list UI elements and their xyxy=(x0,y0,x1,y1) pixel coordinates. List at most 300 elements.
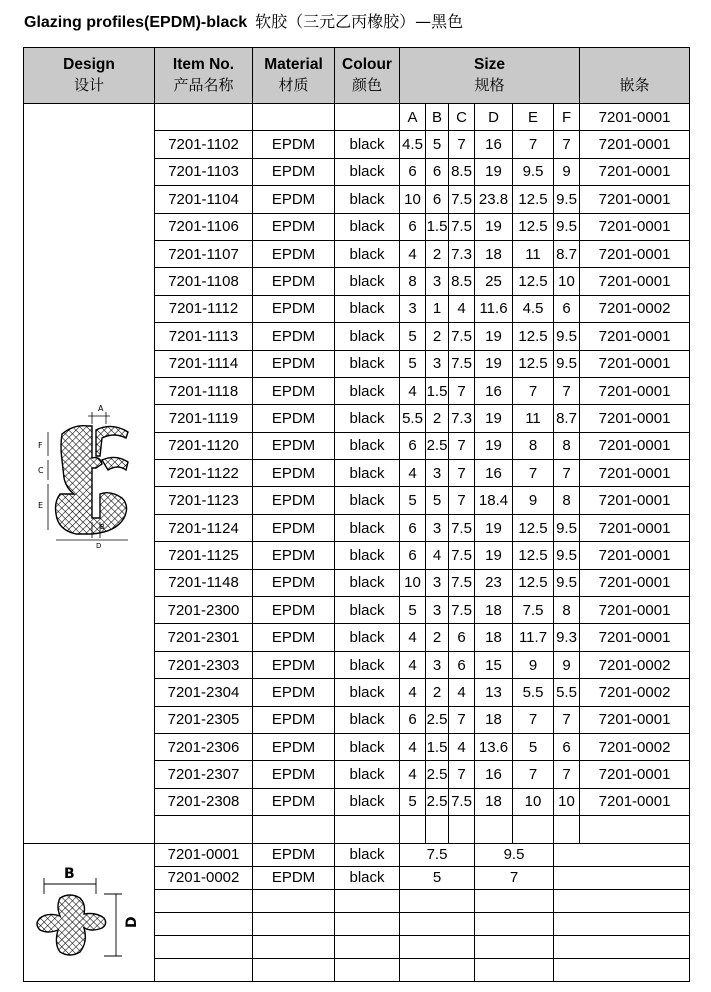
cell-material: EPDM xyxy=(253,350,335,377)
dim-label-a: A xyxy=(98,404,104,414)
cell-item: 7201-1112 xyxy=(155,295,253,322)
cell-item: 7201-1119 xyxy=(155,405,253,432)
cell-insert: 7201-0001 xyxy=(580,432,690,459)
cell-item: 7201-2308 xyxy=(155,788,253,815)
cell-a: 5 xyxy=(400,487,426,514)
profile-body xyxy=(56,426,127,534)
cell-d: 19 xyxy=(475,405,513,432)
cell-material: EPDM xyxy=(253,158,335,185)
cell-material: EPDM xyxy=(253,377,335,404)
cell-item: 7201-1125 xyxy=(155,542,253,569)
blank-cell xyxy=(253,816,335,843)
cell-a: 10 xyxy=(400,569,426,596)
cell-insert: 7201-0001 xyxy=(580,706,690,733)
blank-cell xyxy=(335,104,400,131)
cell-e: 12.5 xyxy=(513,268,554,295)
cell-f: 8.7 xyxy=(554,240,580,267)
cell-insert: 7201-0001 xyxy=(580,213,690,240)
cell-colour: black xyxy=(335,514,400,541)
cell-a: 4 xyxy=(400,679,426,706)
cell-b: 5 xyxy=(426,487,449,514)
cell-insert: 7201-0001 xyxy=(580,268,690,295)
blank-cell xyxy=(554,912,690,935)
cell-item: 7201-2304 xyxy=(155,679,253,706)
cell-f: 9.5 xyxy=(554,186,580,213)
blank-cell xyxy=(253,958,335,981)
cell-material: EPDM xyxy=(253,405,335,432)
cell-item: 7201-1102 xyxy=(155,131,253,158)
cell-e: 11 xyxy=(513,240,554,267)
cell-item: 7201-2305 xyxy=(155,706,253,733)
cell-b: 2.5 xyxy=(426,788,449,815)
cell-e: 7 xyxy=(513,377,554,404)
blank-cell xyxy=(475,912,554,935)
cell-f: 7 xyxy=(554,761,580,788)
cell-f: 6 xyxy=(554,295,580,322)
cell-c: 7.5 xyxy=(449,597,475,624)
profile-lip-mid xyxy=(102,458,128,471)
cell-e: 7 xyxy=(513,761,554,788)
cell-e: 9 xyxy=(513,651,554,678)
cell-colour: black xyxy=(335,213,400,240)
cell-item: 7201-0002 xyxy=(155,866,253,889)
cell-item: 7201-2306 xyxy=(155,733,253,760)
cell-a: 5.5 xyxy=(400,405,426,432)
cell-c: 7.5 xyxy=(449,542,475,569)
cell-colour: black xyxy=(335,350,400,377)
cell-item: 7201-2300 xyxy=(155,597,253,624)
cell-d: 18 xyxy=(475,240,513,267)
cell-c: 7 xyxy=(449,131,475,158)
cell-item: 7201-1118 xyxy=(155,377,253,404)
cell-b: 3 xyxy=(426,460,449,487)
cell-colour: black xyxy=(335,487,400,514)
header-material: Material 材质 xyxy=(253,48,335,104)
cell-a: 4 xyxy=(400,460,426,487)
cell-item: 7201-2307 xyxy=(155,761,253,788)
cell-insert: 7201-0001 xyxy=(580,514,690,541)
cell-b: 3 xyxy=(426,569,449,596)
cell-insert: 7201-0001 xyxy=(580,158,690,185)
cell-colour: black xyxy=(335,158,400,185)
cell-colour: black xyxy=(335,186,400,213)
size-label-insert: 7201-0001 xyxy=(580,104,690,131)
cell-insert: 7201-0001 xyxy=(580,377,690,404)
cell-e: 11.7 xyxy=(513,624,554,651)
cell-item: 7201-1103 xyxy=(155,158,253,185)
spec-table xyxy=(23,47,690,982)
cell-item: 7201-1106 xyxy=(155,213,253,240)
cell-insert: 7201-0001 xyxy=(580,240,690,267)
cell-c: 7.5 xyxy=(449,213,475,240)
blank-cell xyxy=(155,958,253,981)
cell-colour: black xyxy=(335,131,400,158)
blank-cell xyxy=(475,958,554,981)
cell-insert: 7201-0001 xyxy=(580,597,690,624)
cell-d: 19 xyxy=(475,350,513,377)
cell-material: EPDM xyxy=(253,323,335,350)
cell-f: 9.5 xyxy=(554,569,580,596)
cell-f: 9 xyxy=(554,158,580,185)
cell-material: EPDM xyxy=(253,866,335,889)
cell-a: 6 xyxy=(400,542,426,569)
cell-f: 9.3 xyxy=(554,624,580,651)
cell-b: 2 xyxy=(426,240,449,267)
cell-insert: 7201-0001 xyxy=(580,569,690,596)
cell-a: 4 xyxy=(400,624,426,651)
cell-colour: black xyxy=(335,460,400,487)
cell-b: 2.5 xyxy=(426,432,449,459)
cell-f: 8 xyxy=(554,487,580,514)
cell-colour: black xyxy=(335,843,400,866)
glazing-profile-diagram xyxy=(30,398,148,548)
cell-colour: black xyxy=(335,569,400,596)
cell-d: 18 xyxy=(475,597,513,624)
cell-item: 7201-1113 xyxy=(155,323,253,350)
cell-item: 7201-1104 xyxy=(155,186,253,213)
blank-cell xyxy=(155,816,253,843)
cell-material: EPDM xyxy=(253,186,335,213)
page-title xyxy=(24,9,463,32)
size-label-a: A xyxy=(400,104,426,131)
cell-e: 5.5 xyxy=(513,679,554,706)
cell-colour: black xyxy=(335,761,400,788)
cell-f: 10 xyxy=(554,268,580,295)
cell-b: 2 xyxy=(426,679,449,706)
dim-label-f: F xyxy=(38,441,43,451)
cell-insert: 7201-0002 xyxy=(580,295,690,322)
cell-material: EPDM xyxy=(253,679,335,706)
cell-b: 3 xyxy=(426,651,449,678)
cell-b: 1.5 xyxy=(426,377,449,404)
cell-b: 1.5 xyxy=(426,733,449,760)
cell-c: 4 xyxy=(449,733,475,760)
size-label-b: B xyxy=(426,104,449,131)
blank-cell xyxy=(400,816,426,843)
cell-material: EPDM xyxy=(253,213,335,240)
cell-e: 10 xyxy=(513,788,554,815)
blank-cell xyxy=(253,935,335,958)
cell-f: 10 xyxy=(554,788,580,815)
header-insert: 嵌条 xyxy=(580,48,690,104)
blank-cell xyxy=(400,889,475,912)
cell-d: 19 xyxy=(475,514,513,541)
cell-f: 9.5 xyxy=(554,350,580,377)
cell-c: 7 xyxy=(449,761,475,788)
blank-cell xyxy=(400,912,475,935)
header-design: Design 设计 xyxy=(24,48,155,104)
blank-cell xyxy=(475,889,554,912)
cell-item: 7201-1124 xyxy=(155,514,253,541)
cell-b: 3 xyxy=(426,514,449,541)
cell-e: 4.5 xyxy=(513,295,554,322)
blank-cell xyxy=(155,935,253,958)
cell-b: 2.5 xyxy=(426,706,449,733)
cell-material: EPDM xyxy=(253,542,335,569)
insert-body xyxy=(37,895,106,955)
cell-a: 5 xyxy=(400,788,426,815)
cell-b: 3 xyxy=(426,350,449,377)
blank-cell xyxy=(580,816,690,843)
cell-colour: black xyxy=(335,679,400,706)
cell-f: 8.7 xyxy=(554,405,580,432)
cell-colour: black xyxy=(335,268,400,295)
cell-f: 7 xyxy=(554,131,580,158)
cell-a: 6 xyxy=(400,514,426,541)
cell-d: 19 xyxy=(475,213,513,240)
cell-c: 7 xyxy=(449,706,475,733)
cell-b: 2 xyxy=(426,624,449,651)
cell-colour: black xyxy=(335,866,400,889)
cell-f: 7 xyxy=(554,460,580,487)
header-size: Size 规格 xyxy=(400,48,580,104)
size-label-row xyxy=(24,104,690,131)
cell-f: 8 xyxy=(554,432,580,459)
cell-material: EPDM xyxy=(253,131,335,158)
insert-dim-label-b: B xyxy=(64,866,75,883)
cell-colour: black xyxy=(335,295,400,322)
cell-material: EPDM xyxy=(253,514,335,541)
cell-material: EPDM xyxy=(253,597,335,624)
cell-b: 2 xyxy=(426,323,449,350)
cell-d: 15 xyxy=(475,651,513,678)
cell-item: 7201-2301 xyxy=(155,624,253,651)
cell-material: EPDM xyxy=(253,487,335,514)
cell-colour: black xyxy=(335,432,400,459)
insert-row xyxy=(24,843,690,866)
cell-c: 7.5 xyxy=(449,186,475,213)
cell-f: 7 xyxy=(554,377,580,404)
cell-c: 7.5 xyxy=(449,788,475,815)
cell-insert: 7201-0002 xyxy=(580,679,690,706)
cell-e: 7 xyxy=(513,131,554,158)
cell-b: 5 xyxy=(426,131,449,158)
blank-cell xyxy=(426,816,449,843)
blank-cell xyxy=(253,889,335,912)
cell-item: 7201-1122 xyxy=(155,460,253,487)
cell-c: 7 xyxy=(449,460,475,487)
cell-e: 12.5 xyxy=(513,213,554,240)
cell-colour: black xyxy=(335,377,400,404)
cell-a: 6 xyxy=(400,213,426,240)
cell-d: 19 xyxy=(475,323,513,350)
header-item-no: Item No. 产品名称 xyxy=(155,48,253,104)
blank-cell xyxy=(400,935,475,958)
cell-a: 10 xyxy=(400,186,426,213)
cell-f: 9.5 xyxy=(554,542,580,569)
title-en: Glazing profiles(EPDM)-black xyxy=(24,14,248,31)
cell-d: 13.6 xyxy=(475,733,513,760)
cell-c: 4 xyxy=(449,295,475,322)
cell-a: 5 xyxy=(400,350,426,377)
cell-colour: black xyxy=(335,788,400,815)
size-label-e: E xyxy=(513,104,554,131)
cell-insert: 7201-0002 xyxy=(580,651,690,678)
cell-material: EPDM xyxy=(253,240,335,267)
cell-c: 7 xyxy=(449,377,475,404)
cell-item: 7201-1148 xyxy=(155,569,253,596)
cell-a: 4 xyxy=(400,733,426,760)
blank-cell xyxy=(554,843,690,866)
cell-material: EPDM xyxy=(253,460,335,487)
cell-a: 8 xyxy=(400,268,426,295)
blank-cell xyxy=(335,912,400,935)
profile-lip-top xyxy=(96,427,128,457)
cell-colour: black xyxy=(335,651,400,678)
cell-item: 7201-1114 xyxy=(155,350,253,377)
cell-e: 12.5 xyxy=(513,186,554,213)
cell-e: 9 xyxy=(513,487,554,514)
cell-insert: 7201-0002 xyxy=(580,733,690,760)
blank-cell xyxy=(335,816,400,843)
cell-colour: black xyxy=(335,240,400,267)
cell-b: 7.5 xyxy=(400,843,475,866)
cell-c: 4 xyxy=(449,679,475,706)
blank-cell xyxy=(554,935,690,958)
cell-b: 6 xyxy=(426,186,449,213)
cell-c: 8.5 xyxy=(449,268,475,295)
blank-cell xyxy=(554,816,580,843)
cell-e: 12.5 xyxy=(513,350,554,377)
cell-colour: black xyxy=(335,323,400,350)
cell-d: 19 xyxy=(475,432,513,459)
blank-cell xyxy=(475,816,513,843)
cell-insert: 7201-0001 xyxy=(580,186,690,213)
cell-colour: black xyxy=(335,624,400,651)
header-colour: Colour 颜色 xyxy=(335,48,400,104)
cell-d: 18 xyxy=(475,624,513,651)
cell-b: 4 xyxy=(426,542,449,569)
cell-f: 5.5 xyxy=(554,679,580,706)
blank-cell xyxy=(554,889,690,912)
cell-material: EPDM xyxy=(253,788,335,815)
cell-material: EPDM xyxy=(253,733,335,760)
cell-colour: black xyxy=(335,405,400,432)
blank-cell xyxy=(155,104,253,131)
cell-f: 8 xyxy=(554,597,580,624)
cell-item: 7201-2303 xyxy=(155,651,253,678)
dim-label-c: C xyxy=(38,466,44,476)
blank-cell xyxy=(155,912,253,935)
cell-f: 6 xyxy=(554,733,580,760)
insert-profile-diagram xyxy=(30,858,148,966)
cell-f: 9 xyxy=(554,651,580,678)
cell-insert: 7201-0001 xyxy=(580,460,690,487)
cell-e: 7 xyxy=(513,460,554,487)
cell-c: 7.3 xyxy=(449,240,475,267)
cell-d: 7 xyxy=(475,866,554,889)
blank-cell xyxy=(253,912,335,935)
cell-b: 3 xyxy=(426,268,449,295)
cell-a: 4.5 xyxy=(400,131,426,158)
cell-e: 12.5 xyxy=(513,514,554,541)
cell-f: 7 xyxy=(554,706,580,733)
cell-d: 13 xyxy=(475,679,513,706)
cell-e: 11 xyxy=(513,405,554,432)
cell-material: EPDM xyxy=(253,761,335,788)
cell-insert: 7201-0001 xyxy=(580,542,690,569)
cell-c: 7.5 xyxy=(449,569,475,596)
cell-insert: 7201-0001 xyxy=(580,487,690,514)
header-row xyxy=(24,48,690,104)
cell-d: 11.6 xyxy=(475,295,513,322)
cell-b: 6 xyxy=(426,158,449,185)
cell-d: 19 xyxy=(475,542,513,569)
cell-insert: 7201-0001 xyxy=(580,761,690,788)
cell-a: 5 xyxy=(400,597,426,624)
cell-insert: 7201-0001 xyxy=(580,624,690,651)
cell-material: EPDM xyxy=(253,706,335,733)
cell-a: 4 xyxy=(400,651,426,678)
cell-b: 1 xyxy=(426,295,449,322)
cell-colour: black xyxy=(335,542,400,569)
cell-b: 2 xyxy=(426,405,449,432)
cell-f: 9.5 xyxy=(554,514,580,541)
cell-c: 7.5 xyxy=(449,323,475,350)
cell-e: 9.5 xyxy=(513,158,554,185)
cell-e: 7 xyxy=(513,706,554,733)
cell-material: EPDM xyxy=(253,268,335,295)
cell-material: EPDM xyxy=(253,843,335,866)
cell-material: EPDM xyxy=(253,569,335,596)
cell-b: 1.5 xyxy=(426,213,449,240)
cell-insert: 7201-0001 xyxy=(580,788,690,815)
blank-cell xyxy=(335,935,400,958)
cell-insert: 7201-0001 xyxy=(580,405,690,432)
blank-cell xyxy=(400,958,475,981)
blank-cell xyxy=(554,958,690,981)
cell-a: 6 xyxy=(400,432,426,459)
cell-a: 5 xyxy=(400,323,426,350)
cell-item: 7201-1120 xyxy=(155,432,253,459)
size-label-f: F xyxy=(554,104,580,131)
cell-e: 12.5 xyxy=(513,542,554,569)
cell-c: 6 xyxy=(449,651,475,678)
cell-insert: 7201-0001 xyxy=(580,131,690,158)
cell-a: 4 xyxy=(400,377,426,404)
cell-b: 2.5 xyxy=(426,761,449,788)
blank-cell xyxy=(253,104,335,131)
blank-cell xyxy=(449,816,475,843)
cell-colour: black xyxy=(335,597,400,624)
cell-e: 12.5 xyxy=(513,569,554,596)
cell-c: 7 xyxy=(449,432,475,459)
cell-e: 8 xyxy=(513,432,554,459)
blank-cell xyxy=(335,958,400,981)
cell-c: 6 xyxy=(449,624,475,651)
cell-d: 23.8 xyxy=(475,186,513,213)
cell-item: 7201-1108 xyxy=(155,268,253,295)
cell-c: 7.5 xyxy=(449,350,475,377)
design-cell-profile xyxy=(24,104,155,844)
cell-c: 7.3 xyxy=(449,405,475,432)
cell-d: 18 xyxy=(475,706,513,733)
cell-colour: black xyxy=(335,733,400,760)
dim-label-d: D xyxy=(96,542,102,549)
cell-d: 19 xyxy=(475,158,513,185)
cell-a: 4 xyxy=(400,240,426,267)
cell-colour: black xyxy=(335,706,400,733)
cell-a: 6 xyxy=(400,158,426,185)
size-label-d: D xyxy=(475,104,513,131)
cell-insert: 7201-0001 xyxy=(580,323,690,350)
cell-e: 7.5 xyxy=(513,597,554,624)
cell-material: EPDM xyxy=(253,624,335,651)
blank-cell xyxy=(554,866,690,889)
cell-insert: 7201-0001 xyxy=(580,350,690,377)
cell-a: 4 xyxy=(400,761,426,788)
insert-dim-label-d: D xyxy=(124,916,140,929)
